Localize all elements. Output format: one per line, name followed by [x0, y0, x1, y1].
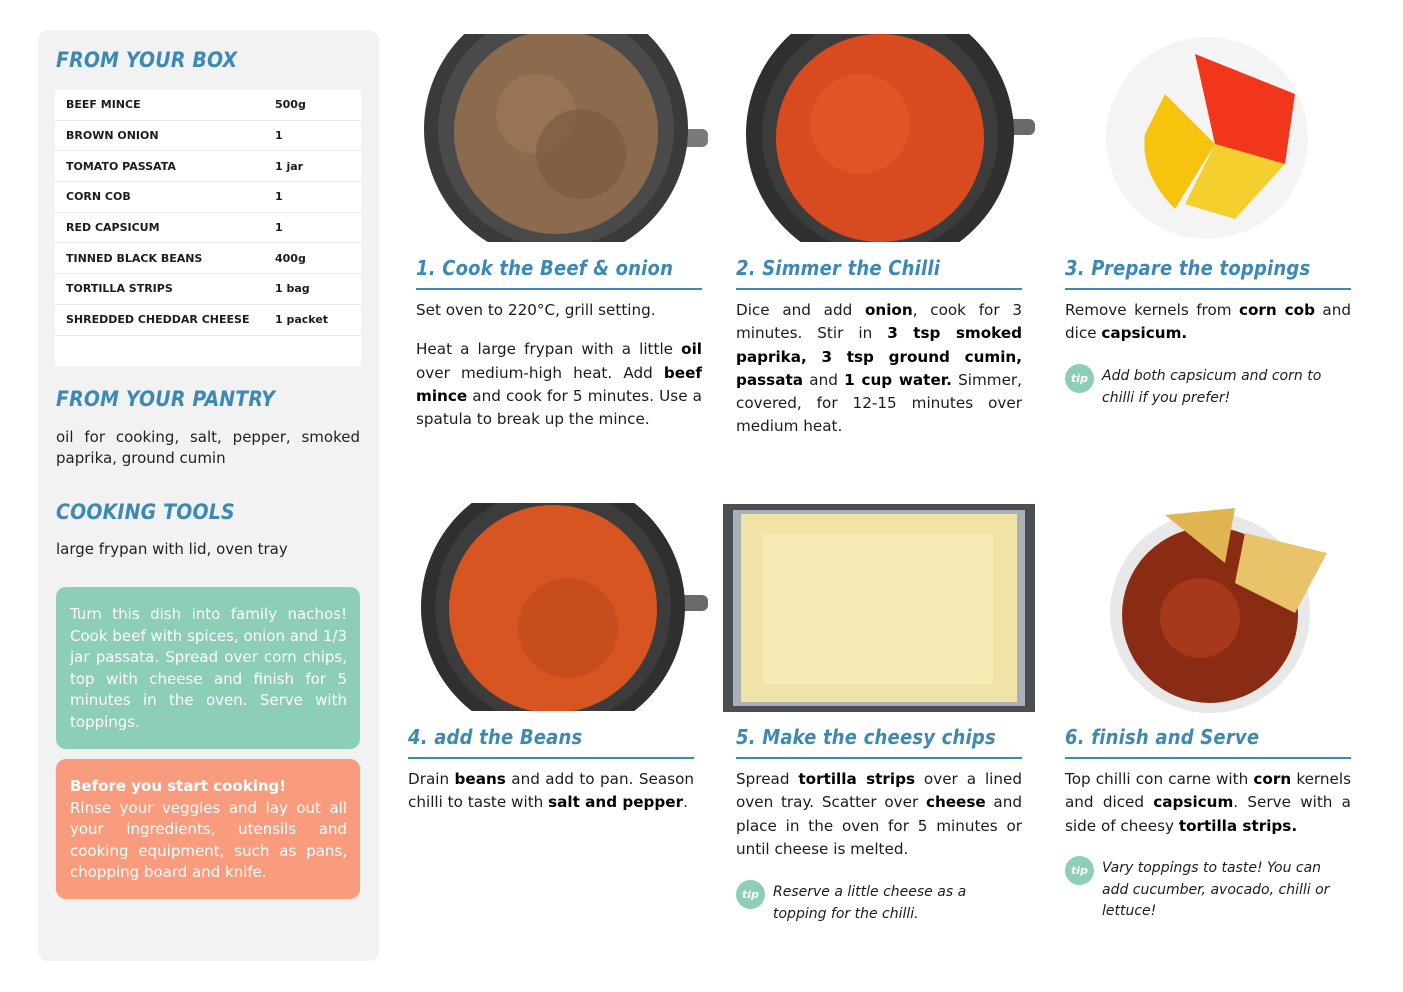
box-heading: FROM YOUR BOX	[56, 48, 238, 72]
ingredient-ref: capsicum	[1153, 793, 1234, 812]
step5-body	[736, 768, 1022, 861]
step3-tip	[1065, 366, 1351, 409]
ingredient-ref: 3 tsp smoked paprika, 3 tsp ground cumin, passata	[736, 324, 1022, 389]
step3-title: 3. Prepare the toppings	[1065, 256, 1351, 290]
tip-text: Reserve a little cheese as a topping for the chilli.	[773, 884, 967, 922]
ingredient-row	[55, 243, 361, 274]
ingredient-qty: 500g	[275, 98, 306, 112]
tip-icon: tip	[1065, 364, 1094, 393]
ingredient-row	[55, 274, 361, 305]
ingredient-qty: 400g	[275, 251, 306, 265]
step1-para1: Set oven to 220°C, grill setting.	[416, 301, 656, 319]
text: and place in the oven for 5 minutes or until cheese is melted.	[736, 793, 1022, 858]
ingredient-ref: capsicum.	[1101, 324, 1188, 343]
step6-tip	[1065, 858, 1351, 923]
sidebar-panel	[38, 30, 379, 961]
step4-photo	[418, 503, 708, 711]
text: . Serve with a side of cheesy	[1065, 793, 1351, 835]
ingredient-row	[55, 90, 361, 121]
step1-body	[416, 299, 702, 431]
step2-title: 2. Simmer the Chilli	[736, 256, 1022, 290]
ingredient-ref: onion	[864, 301, 913, 319]
step2-body	[736, 299, 1022, 439]
tip-text: Add both capsicum and corn to chilli if you prefer!	[1102, 368, 1322, 406]
step5-photo	[723, 504, 1035, 712]
ingredient-ref: cheese	[925, 793, 986, 812]
ingredient-ref: oil	[681, 340, 702, 359]
ingredient-qty: 1	[275, 221, 283, 235]
step4-para	[408, 768, 694, 815]
beans-pan-image	[418, 503, 708, 711]
beef-mince-pan-image	[416, 34, 708, 242]
step5-para	[736, 768, 1022, 861]
family-tip-box: Turn this dish into family nachos! Cook beef with spices, onion and 1/3 jar passata. Spread over corn chips, top with cheese and finish for 5 minutes in the oven. Serve with toppings.	[56, 587, 360, 749]
step6-photo	[1105, 503, 1330, 713]
text: Remove kernels from	[1065, 301, 1239, 319]
before-cooking-box	[56, 759, 360, 899]
step1-title: 1. Cook the Beef & onion	[416, 256, 702, 290]
tip-icon: tip	[1065, 856, 1094, 885]
ingredient-row	[55, 121, 361, 152]
ingredient-row	[55, 213, 361, 244]
ingredient-name: BEEF MINCE	[66, 98, 141, 112]
text: .	[683, 793, 688, 812]
before-cooking-text: Rinse your veggies and lay out all your ingredients, utensils and cooking equipment, such as pans, chopping board and knife.	[70, 798, 347, 881]
ingredient-qty: 1 jar	[275, 159, 304, 173]
ingredient-name: SHREDDED CHEDDAR CHEESE	[66, 313, 250, 327]
step3-para	[1065, 299, 1351, 346]
step6-body	[1065, 768, 1351, 838]
step4-title: 4. add the Beans	[408, 725, 694, 759]
step5-tip	[736, 882, 1022, 925]
text: Top chilli con carne with	[1065, 770, 1254, 788]
step5-title: 5. Make the cheesy chips	[736, 725, 1022, 759]
ingredient-qty: 1	[275, 129, 283, 143]
ingredient-name: TINNED BLACK BEANS	[66, 251, 203, 265]
step3-photo	[1105, 34, 1310, 242]
ingredients-table	[55, 90, 361, 366]
text: and cook for 5 minutes. Use a spatula to break up the mince.	[416, 386, 702, 429]
ingredient-ref: corn cob	[1239, 301, 1315, 319]
ingredient-ref: beef mince	[416, 363, 702, 405]
step2-para	[736, 299, 1022, 439]
step1-photo	[416, 34, 708, 242]
step6-para	[1065, 768, 1351, 838]
chilli-pan-image	[740, 34, 1035, 242]
text: kernels and diced	[1065, 770, 1351, 812]
ingredient-name: TORTILLA STRIPS	[66, 282, 173, 296]
ingredient-row	[55, 182, 361, 213]
tip-icon: tip	[736, 880, 765, 909]
ingredient-ref: salt and pepper	[548, 793, 684, 812]
ingredient-qty: 1 bag	[275, 282, 310, 296]
ingredient-ref: beans	[454, 770, 506, 788]
step3-body	[1065, 299, 1351, 346]
ingredient-qty: 1	[275, 190, 283, 204]
text: over medium-high heat. Add	[416, 363, 664, 382]
step1-para2	[416, 338, 702, 431]
step4-body	[408, 768, 694, 815]
text: and add to pan. Season chilli to taste with	[408, 770, 694, 812]
pantry-text: oil for cooking, salt, pepper, smoked paprika, ground cumin	[56, 428, 360, 467]
pantry-heading: FROM YOUR PANTRY	[56, 387, 276, 411]
tip-text: Vary toppings to taste! You can add cucumber, avocado, chilli or lettuce!	[1102, 860, 1330, 919]
ingredient-ref: corn	[1253, 770, 1292, 788]
ingredient-ref: 1 cup water.	[844, 370, 952, 389]
text: Drain	[408, 770, 455, 788]
cheesy-chips-tray-image	[723, 504, 1035, 712]
text: over a lined oven tray. Scatter over	[736, 770, 1022, 812]
text: Dice and add	[736, 301, 865, 319]
before-cooking-title: Before you start cooking!	[70, 777, 287, 795]
chilli-bowl-image	[1105, 503, 1330, 713]
ingredient-row	[55, 305, 361, 336]
ingredient-row	[55, 151, 361, 182]
text: and dice	[1065, 301, 1351, 343]
step2-photo	[740, 34, 1035, 242]
ingredient-ref: tortilla strips	[798, 770, 916, 788]
ingredient-name: BROWN ONION	[66, 129, 159, 143]
ingredient-ref: tortilla strips.	[1178, 816, 1298, 835]
toppings-plate-image	[1105, 34, 1310, 242]
tools-text: large frypan with lid, oven tray	[56, 540, 288, 558]
ingredient-name: CORN COB	[66, 190, 131, 204]
ingredient-name: TOMATO PASSATA	[66, 159, 176, 173]
ingredient-name: RED CAPSICUM	[66, 221, 160, 235]
text: and	[802, 370, 845, 389]
text: Heat a large frypan with a little	[416, 340, 682, 359]
text: Spread	[736, 770, 799, 788]
ingredient-qty: 1 packet	[275, 313, 329, 327]
step6-title: 6. finish and Serve	[1065, 725, 1351, 759]
text: , cook for 3 minutes. Stir in	[736, 301, 1022, 343]
tools-heading: COOKING TOOLS	[56, 500, 235, 524]
text: Simmer, covered, for 12-15 minutes over medium heat.	[736, 370, 1023, 436]
